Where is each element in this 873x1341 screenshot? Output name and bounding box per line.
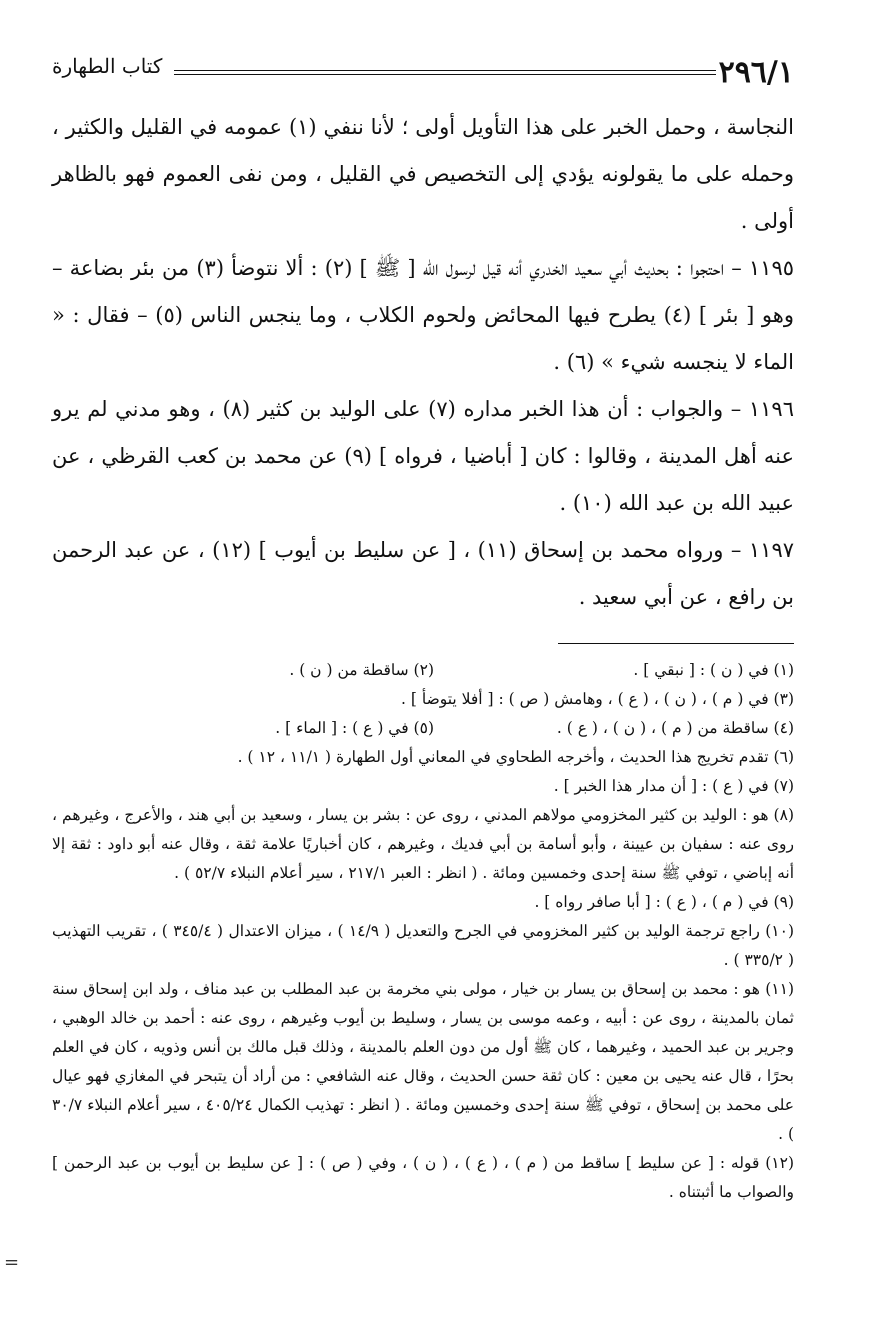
footnotes bbox=[52, 656, 794, 1207]
footnote-9: (٩) في ( م ) ، ( ع ) : [ أبا صافر رواه ] . bbox=[534, 893, 794, 911]
footnote-row bbox=[52, 714, 794, 743]
footnote-5: (٥) في ( ع ) : [ الماء ] . bbox=[275, 719, 434, 737]
page-number: ٢٩٦/١ bbox=[718, 55, 794, 90]
paragraph-1196: ١١٩٦ – والجواب : أن هذا الخبر مداره (٧) على الوليد بن كثير (٨) ، وهو مدني لم يرو عنه أهل المدينة ، وقالوا : كان [ أباضيا ، فرواه ] (٩) عن محمد بن كعب القرظي ، عن عبيد الله بن عبد الله (١٠) . bbox=[52, 397, 794, 515]
footnote-separator bbox=[558, 643, 794, 644]
footnote-8: (٨) هو : الوليد بن كثير المخزومي مولاهم المدني ، روى عن : بشر بن يسار ، وسعيد بن أبي هند ، والأعرج ، وغيرهم ، روى عنه : سفيان بن عيينة ، وأبو أسامة بن أبي فديك ، وغيرهم ، كان أخباريًا علامة ثقة ، وقال عنه أبو داود : ثقة إلا أنه إباضي ، توفي ﷺ سنة إحدى وخمسين ومائة . ( انظر : العبر ٢١٧/١ ، سير أعلام النبلاء ٥٢/٧ ) . bbox=[52, 806, 794, 882]
document-page bbox=[52, 28, 794, 1207]
footnote-7: (٧) في ( ع ) : [ أن مدار هذا الخبر ] . bbox=[553, 777, 794, 795]
paragraph-1197: ١١٩٧ – ورواه محمد بن إسحاق (١١) ، [ عن سليط بن أيوب ] (١٢) ، عن عبد الرحمن بن رافع ، عن أبي سعيد . bbox=[52, 538, 795, 609]
page-header bbox=[52, 28, 794, 90]
footnote-12: (١٢) قوله : [ عن سليط ] ساقط من ( م ) ، ( ع ) ، ( ن ) ، وفي ( ص ) : [ عن سليط بن أيوب بن عبد الرحمن ] والصواب ما أثبتناه . bbox=[52, 1154, 794, 1201]
footnote-10: (١٠) راجع ترجمة الوليد بن كثير المخزومي في الجرح والتعديل ( ١٤/٩ ) ، ميزان الاعتدال ( ٣٤٥/٤ ) ، تقريب التهذيب ( ٣٣٥/٢ ) . bbox=[52, 922, 794, 969]
footnote-row bbox=[52, 656, 794, 685]
footnote-2: (٢) ساقطة من ( ن ) . bbox=[289, 661, 434, 679]
footnote-3: (٣) في ( م ) ، ( ن ) ، ( ع ) ، وهامش ( ص ) : [ أفلا يتوضأ ] . bbox=[401, 690, 794, 708]
book-title: كتاب الطهارة bbox=[52, 54, 163, 78]
header-double-rule bbox=[174, 70, 716, 75]
footnote-11: (١١) هو : محمد بن إسحاق بن يسار بن خيار ، مولى بني مخرمة بن عبد المطلب بن عبد مناف ، ولد ابن إسحاق سنة ثمان بالمدينة ، روى عن : أبيه ، وعمه موسى بن يسار ، وسليط بن أيوب وغيرهم ، روى عنه : أحمد بن خالد الوهبي ، وجرير بن عبد الحميد ، وغيرهما ، كان ﷺ أول من دون العلم بالمدينة ، وذلك قبل مالك بن أنس وذويه ، كان في العلم بحرًا ، قال عنه يحيى بن معين : كان ثقة حسن الحديث ، وقال عنه الشافعي : من أراد أن يتبحر في المغازي فهو عيال على محمد بن إسحاق ، توفي ﷺ سنة إحدى وخمسين ومائة . ( انظر : تهذيب الكمال ٤٠٥/٢٤ ، سير أعلام النبلاء ٣٠/٧ ) . bbox=[52, 980, 794, 1143]
margin-mark: = bbox=[4, 1252, 20, 1273]
footnote-6: (٦) تقدم تخريج هذا الحديث ، وأخرجه الطحاوي في المعاني أول الطهارة ( ١١/١ ، ١٢ ) . bbox=[237, 748, 794, 766]
main-text bbox=[52, 104, 794, 621]
footnote-4: (٤) ساقطة من ( م ) ، ( ن ) ، ( ع ) . bbox=[556, 719, 794, 737]
paragraph-1195: ١١٩٥ – احتجوا : بحديث أبي سعيد الخدري أنه قيل لرسول الله [ ﷺ ] (٢) : ألا نتوضأ (٣) من بئر بضاعة – وهو [ بئر ] (٤) يطرح فيها المحائض ولحوم الكلاب ، وما ينجس الناس (٥) – فقال : « الماء لا ينجسه شيء » (٦) . bbox=[52, 256, 795, 374]
paragraph-1: النجاسة ، وحمل الخبر على هذا التأويل أولى ؛ لأنا ننفي (١) عمومه في القليل والكثير ، وحمله على ما يقولونه يؤدي إلى التخصيص في القليل ، ومن نفى العموم فهو بالظاهر أولى . bbox=[52, 115, 794, 233]
footnote-1: (١) في ( ن ) : [ نبقي ] . bbox=[633, 661, 794, 679]
